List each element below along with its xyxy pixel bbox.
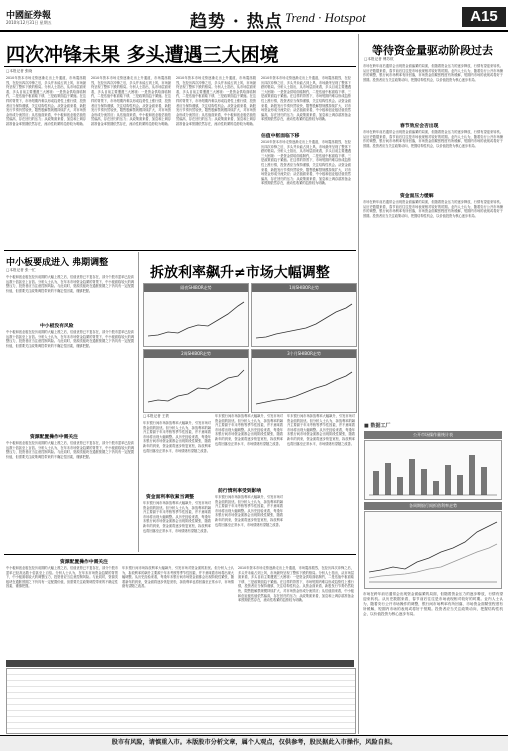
main-subhead-1: 估值中枢面临下移 bbox=[261, 134, 300, 139]
main-article-col2: 2010年资本市场走势逐渐走出上升通道，市场震荡剧烈，在经历四次冲锋之后，多头并未能占到上风，市场最终呈现了整体下跌的格局。分析人士指出，从市场层面来看，多头目前主要遭遇三大困境：一是资金供给面临制约，二是估值中枢面临下移，三是政策面趋于紧缩。在这样的背景下，市场短期内难以形成趋势性上涨行情，投资者应当保持谨慎，关注结构性机会。从资金面来看，新股发行节奏仍然较快，限售股解禁规模持续扩大，对市场资金形成分流效应；从估值面来看，中小板和创业板估值依然偏高，存在回归的压力；从政策面来看，加息和上调存款准备金率预期依然存在，流动性收紧的趋势较为明确。 bbox=[91, 76, 171, 126]
table1-title: 公开市场操作量统计表 bbox=[364, 431, 502, 439]
left-subhead-2: 资源配置操作中需关注 bbox=[30, 435, 78, 440]
paper-name: 中國証券報 bbox=[6, 11, 52, 21]
right-article-bottom: 市场在跨年前后通常会出现资金面偏紧的局面，但随着资金压力的逐步释放，行情有望迎来转机。从历史数据来看，春节前后往往是市场表现相对较好的时期。业内人士认为，随着央行公开市场操作的调整，银行间市场利率有所回落，市场资金面紧张程度有所缓解，短期内市场的表现或将好于预期。投资者应当关注政策动向，把握结构性机会，以价值投资为核心逐步布局。 bbox=[363, 592, 503, 616]
divider bbox=[4, 554, 356, 555]
section-title-cn: 趋势 · 热点 bbox=[190, 12, 283, 32]
mini-chart-2-title: 1周SHIBOR走势 bbox=[252, 284, 356, 292]
bottom-table bbox=[6, 668, 356, 734]
feature-col1b: 年末银行间市场拆放利率大幅飙升，引发市场对资金面的担忧。但分析人士认为，拆放利率的飙升主要源于年末考核等季节性因素，并不意味着市场将出现大幅调整。从历史经验来看，每逢年末银行间市场资金面都会出现阶段性紧张，随着新年的到来，资金面将逐步恢复宽松，拆放利率也将回落至正常水平，市场情绪有望随之改善。 bbox=[143, 501, 211, 533]
left-headline: 中小板要成进入 弗期调整 bbox=[6, 258, 109, 268]
page-number: A15 bbox=[462, 7, 506, 27]
mini-chart-3-title: 2周SHIBOR走势 bbox=[144, 350, 248, 358]
left-article-p1: 中小板和创业板在经历前期的大幅上涨之后，估值优势已不复存在，部分个股市盈率已经高达数十倍甚至上百倍。分析人士认为，在年末市场资金趋紧的背景下，中小板面临较大的调整压力，投资者应当注意控制风险。与此同时，资源类板块在通胀预期之下仍具有一定配置价值，但需要关注政策调控带来的不确定性因素，谨慎把握。 bbox=[6, 275, 134, 293]
feature-subhead-1: 资金面利率收紧当调整 bbox=[146, 495, 194, 500]
mini-chart-3 bbox=[143, 349, 249, 413]
left-byline: □本报记者 张一忙 bbox=[6, 268, 36, 272]
feature-col2a: 年末银行间市场拆放利率大幅飙升，引发市场对资金面的担忧。但分析人士认为，拆放利率的飙升主要源于年末考核等季节性因素，并不意味着市场将出现大幅调整。从历史经验来看，每逢年末银行间市场资金面都会出现阶段性紧张，随着新年的到来，资金面将逐步恢复宽松，拆放利率也将回落至正常水平，市场情绪有望随之改善。 bbox=[215, 414, 283, 446]
mini-chart-4 bbox=[251, 349, 357, 413]
bottom-subhead: 资源配置操作中需关注 bbox=[60, 560, 108, 565]
main-article-col3: 2010年资本市场走势逐渐走出上升通道，市场震荡剧烈，在经历四次冲锋之后，多头并未能占到上风，市场最终呈现了整体下跌的格局。分析人士指出，从市场层面来看，多头目前主要遭遇三大困境：一是资金供给面临制约，二是估值中枢面临下移，三是政策面趋于紧缩。在这样的背景下，市场短期内难以形成趋势性上涨行情，投资者应当保持谨慎，关注结构性机会。从资金面来看，新股发行节奏仍然较快，限售股解禁规模持续扩大，对市场资金形成分流效应；从估值面来看，中小板和创业板估值依然偏高，存在回归的压力；从政策面来看，加息和上调存款准备金率预期依然存在，流动性收紧的趋势较为明确。 bbox=[176, 76, 256, 126]
left-subhead-1: 中小板没有风险 bbox=[40, 324, 74, 329]
data-factory-caption: ■ 数据工厂 bbox=[364, 423, 391, 429]
mini-chart-4-title: 3个月SHIBOR走势 bbox=[252, 350, 356, 358]
main-article-col4a: 2010年资本市场走势逐渐走出上升通道，市场震荡剧烈，在经历四次冲锋之后，多头并未能占到上风，市场最终呈现了整体下跌的格局。分析人士指出，从市场层面来看，多头目前主要遭遇三大困境：一是资金供给面临制约，二是估值中枢面临下移，三是政策面趋于紧缩。在这样的背景下，市场短期内难以形成趋势性上涨行情，投资者应当保持谨慎，关注结构性机会。从资金面来看，新股发行节奏仍然较快，限售股解禁规模持续扩大，对市场资金形成分流效应；从估值面来看，中小板和创业板估值依然偏高，存在回归的压力；从政策面来看，加息和上调存款准备金率预期依然存在，流动性收紧的趋势较为明确。 bbox=[261, 76, 351, 122]
table1-bars bbox=[365, 441, 501, 499]
mini-chart-1-title: 隔夜SHIBOR走势 bbox=[144, 284, 248, 292]
feature-col2b: 年末银行间市场拆放利率大幅飙升，引发市场对资金面的担忧。但分析人士认为，拆放利率的飙升主要源于年末考核等季节性因素，并不意味着市场将出现大幅调整。从历史经验来看，每逢年末银行间市场资金面都会出现阶段性紧张，随着新年的到来，资金面将逐步恢复宽松，拆放利率也将回落至正常水平，市场情绪有望随之改善。 bbox=[215, 495, 283, 527]
feature-col3: 年末银行间市场拆放利率大幅飙升，引发市场对资金面的担忧。但分析人士认为，拆放利率的飙升主要源于年末考核等季节性因素，并不意味着市场将出现大幅调整。从历史经验来看，每逢年末银行间市场资金面都会出现阶段性紧张，随着新年的到来，资金面将逐步恢复宽松，拆放利率也将回落至正常水平，市场情绪有望随之改善。 bbox=[287, 414, 355, 446]
section-title-en: Trend · Hotspot bbox=[285, 10, 366, 25]
column-divider bbox=[358, 34, 359, 734]
table2-title: 各周期银行间拆借利率走势 bbox=[364, 502, 502, 510]
mini-chart-3-line bbox=[144, 358, 248, 412]
table2-lines bbox=[365, 512, 501, 588]
bottom-col1: 中小板和创业板在经历前期的大幅上涨之后，估值优势已不复存在，部分个股市盈率已经高达数十倍甚至上百倍。分析人士认为，在年末市场资金趋紧的背景下，中小板面临较大的调整压力，投资者应当注意控制风险。与此同时，资源类板块在通胀预期之下仍具有一定配置价值，但需要关注政策调控带来的不确定性因素，谨慎把握。 bbox=[6, 566, 118, 589]
right-subhead-2: 资金面压力缓解 bbox=[400, 194, 434, 199]
feature-byline: □本报记者 王铁 bbox=[143, 414, 170, 418]
feature-col1a: 年末银行间市场拆放利率大幅飙升，引发市场对资金面的担忧。但分析人士认为，拆放利率的飙升主要源于年末考核等季节性因素，并不意味着市场将出现大幅调整。从历史经验来看，每逢年末银行间市场资金面都会出现阶段性紧张，随着新年的到来，资金面将逐步恢复宽松，拆放利率也将回落至正常水平，市场情绪有望随之改善。 bbox=[143, 421, 211, 453]
table1-chart bbox=[364, 440, 502, 500]
mini-chart-2-line bbox=[252, 292, 356, 346]
main-article-col1: 2010年资本市场走势逐渐走出上升通道，市场震荡剧烈，在经历四次冲锋之后，多头并未能占到上风，市场最终呈现了整体下跌的格局。分析人士指出，从市场层面来看，多头目前主要遭遇三大困境：一是资金供给面临制约，二是估值中枢面临下移，三是政策面趋于紧缩。在这样的背景下，市场短期内难以形成趋势性上涨行情，投资者应当保持谨慎，关注结构性机会。从资金面来看，新股发行节奏仍然较快，限售股解禁规模持续扩大，对市场资金形成分流效应；从估值面来看，中小板和创业板估值依然偏高，存在回归的压力；从政策面来看，加息和上调存款准备金率预期依然存在，流动性收紧的趋势较为明确。 bbox=[6, 76, 86, 126]
bottom-table-header bbox=[6, 660, 354, 667]
main-byline: □本报记者 张晓 bbox=[6, 69, 33, 73]
issue-date: 2010年12月31日 星期五 bbox=[6, 20, 52, 25]
risk-disclaimer: 股市有风险，请慎重入市。本版股市分析文章，属个人观点，仅供参考，股民据此入市操作，风险自担。 bbox=[111, 739, 397, 746]
right-article-p3: 市场在跨年前后通常会出现资金面偏紧的局面，但随着资金压力的逐步释放，行情有望迎来转机。从历史数据来看，春节前后往往是市场表现相对较好的时期。业内人士认为，随着央行公开市场操作的调整，银行间市场利率有所回落，市场资金面紧张程度有所缓解，短期内市场的表现或将好于预期。投资者应当关注政策动向，把握结构性机会，以价值投资为核心逐步布局。 bbox=[363, 200, 503, 218]
main-article-col4b: 2010年资本市场走势逐渐走出上升通道，市场震荡剧烈，在经历四次冲锋之后，多头并未能占到上风，市场最终呈现了整体下跌的格局。分析人士指出，从市场层面来看，多头目前主要遭遇三大困境：一是资金供给面临制约，二是估值中枢面临下移，三是政策面趋于紧缩。在这样的背景下，市场短期内难以形成趋势性上涨行情，投资者应当保持谨慎，关注结构性机会。从资金面来看，新股发行节奏仍然较快，限售股解禁规模持续扩大，对市场资金形成分流效应；从估值面来看，中小板和创业板估值依然偏高，存在回归的压力；从政策面来看，加息和上调存款准备金率预期依然存在，流动性收紧的趋势较为明确。 bbox=[261, 140, 351, 186]
right-article-p2: 市场在跨年前后通常会出现资金面偏紧的局面，但随着资金压力的逐步释放，行情有望迎来转机。从历史数据来看，春节前后往往是市场表现相对较好的时期。业内人士认为，随着央行公开市场操作的调整，银行间市场利率有所回落，市场资金面紧张程度有所缓解，短期内市场的表现或将好于预期。投资者应当关注政策动向，把握结构性机会，以价值投资为核心逐步布局。 bbox=[363, 130, 503, 148]
divider bbox=[4, 250, 356, 251]
mini-chart-1-line bbox=[144, 292, 248, 346]
bottom-col3: 2010年资本市场走势逐渐走出上升通道，市场震荡剧烈，在经历四次冲锋之后，多头并未能占到上风，市场最终呈现了整体下跌的格局。分析人士指出，从市场层面来看，多头目前主要遭遇三大困境：一是资金供给面临制约，二是估值中枢面临下移，三是政策面趋于紧缩。在这样的背景下，市场短期内难以形成趋势性上涨行情，投资者应当保持谨慎，关注结构性机会。从资金面来看，新股发行节奏仍然较快，限售股解禁规模持续扩大，对市场资金形成分流效应；从估值面来看，中小板和创业板估值依然偏高，存在回归的压力；从政策面来看，加息和上调存款准备金率预期依然存在，流动性收紧的趋势较为明确。 bbox=[238, 566, 354, 603]
mini-chart-1 bbox=[143, 283, 249, 347]
table2-chart bbox=[364, 511, 502, 589]
bottom-col2: 年末银行间市场拆放利率大幅飙升，引发市场对资金面的担忧。但分析人士认为，拆放利率的飙升主要源于年末考核等季节性因素，并不意味着市场将出现大幅调整。从历史经验来看，每逢年末银行间市场资金面都会出现阶段性紧张，随着新年的到来，资金面将逐步恢复宽松，拆放利率也将回落至正常水平，市场情绪有望随之改善。 bbox=[122, 566, 234, 589]
column-divider bbox=[138, 252, 139, 552]
right-subhead-1: 春节效应会否出现 bbox=[400, 124, 439, 129]
right-byline: □本报记者 傅苏杭 bbox=[364, 57, 394, 61]
left-article-p3: 中小板和创业板在经历前期的大幅上涨之后，估值优势已不复存在，部分个股市盈率已经高达数十倍甚至上百倍。分析人士认为，在年末市场资金趋紧的背景下，中小板面临较大的调整压力，投资者应当注意控制风险。与此同时，资源类板块在通胀预期之下仍具有一定配置价值，但需要关注政策调控带来的不确定性因素，谨慎把握。 bbox=[6, 441, 134, 459]
divider bbox=[4, 66, 356, 67]
left-article-p2: 中小板和创业板在经历前期的大幅上涨之后，估值优势已不复存在，部分个股市盈率已经高达数十倍甚至上百倍。分析人士认为，在年末市场资金趋紧的背景下，中小板面临较大的调整压力，投资者应当注意控制风险。与此同时，资源类板块在通胀预期之下仍具有一定配置价值，但需要关注政策调控带来的不确定性因素，谨慎把握。 bbox=[6, 330, 134, 348]
right-article-p1: 市场在跨年前后通常会出现资金面偏紧的局面，但随着资金压力的逐步释放，行情有望迎来转机。从历史数据来看，春节前后往往是市场表现相对较好的时期。业内人士认为，随着央行公开市场操作的调整，银行间市场利率有所回落，市场资金面紧张程度有所缓解，短期内市场的表现或将好于预期。投资者应当关注政策动向，把握结构性机会，以价值投资为核心逐步布局。 bbox=[363, 64, 503, 82]
main-headline: 四次冲锋未果 多头遭遇三大困境 bbox=[6, 44, 279, 66]
feature-headline: 拆放利率飙升≠市场大幅调整 bbox=[150, 265, 330, 281]
right-headline: 等待资金量驱动阶段过去 bbox=[372, 44, 493, 57]
mini-chart-2 bbox=[251, 283, 357, 347]
mini-chart-4-line bbox=[252, 358, 356, 412]
feature-subhead-2: 前行情利率受到影响 bbox=[218, 489, 262, 494]
